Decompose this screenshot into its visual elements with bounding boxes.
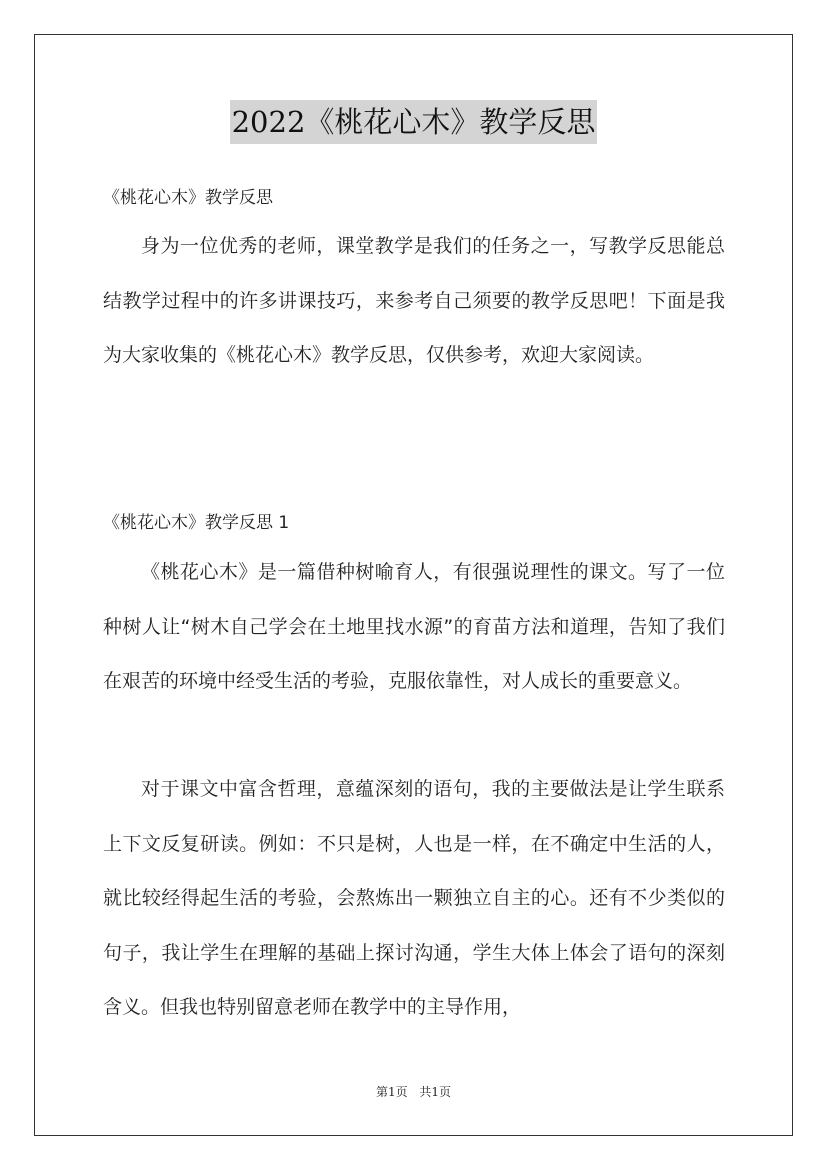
page-total: 共1页 — [419, 1085, 452, 1099]
section-paragraph-1: 《桃花心木》是一篇借种树喻育人，有很强说理性的课文。写了一位种树人让“树木自己学会在土地里找水源”的育苗方法和道理，告知了我们在艰苦的环境中经受生活的考验，克服依靠性，对人成长的重要意义。 — [103, 561, 725, 692]
page-number: 第1页 — [375, 1085, 408, 1099]
document-title: 2022《桃花心木》教学反思 — [230, 100, 598, 144]
subheading-main: 《桃花心木》教学反思 — [103, 188, 273, 208]
section-paragraph-2: 对于课文中富含哲理，意蕴深刻的语句，我的主要做法是让学生联系上下文反复研读。例如：不只是树，人也是一样，在不确定中生活的人，就比较经得起生活的考验，会熬炼出一颗独立自主的心。还有不少类似的句子，我让学生在理解的基础上探讨沟通，学生大体上体会了语句的深刻含义。但我也特别留意老师在教学中的主导作用， — [103, 778, 725, 1018]
section-heading: 《桃花心木》教学反思 1 — [103, 513, 290, 533]
intro-paragraph: 身为一位优秀的老师，课堂教学是我们的任务之一，写教学反思能总结教学过程中的许多讲课技巧，来参考自己须要的教学反思吧！下面是我为大家收集的《桃花心木》教学反思，仅供参考，欢迎大家阅读。 — [103, 235, 725, 366]
page-footer — [0, 1083, 827, 1100]
title-wrap — [0, 100, 827, 144]
